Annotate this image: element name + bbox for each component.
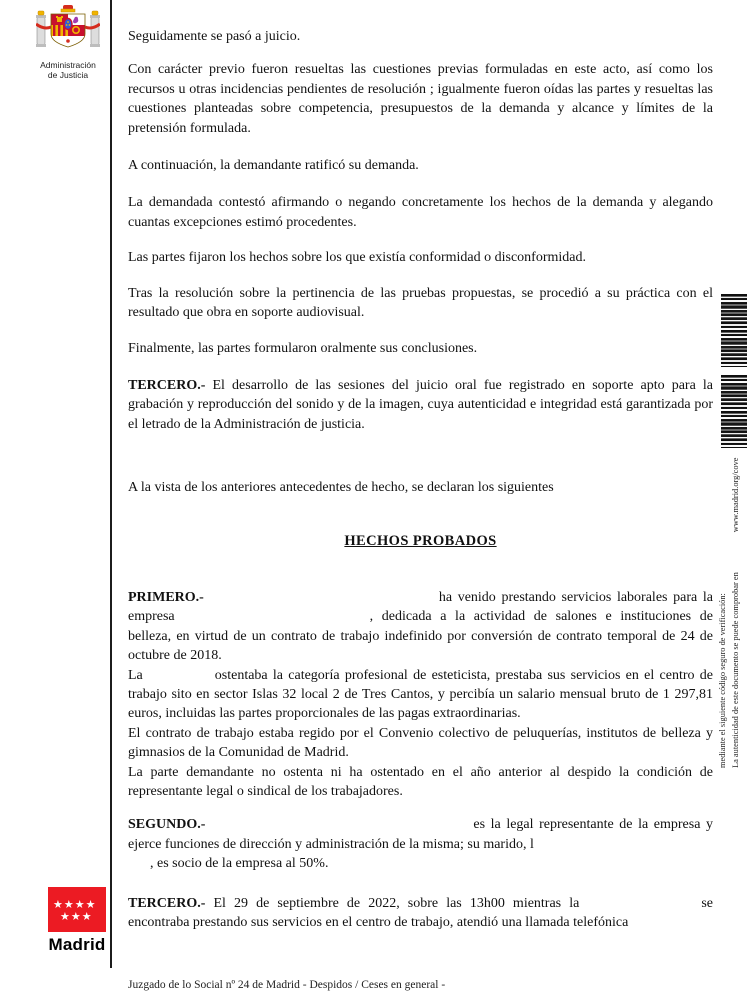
paragraph-text: El 29 de septiembre de 2022, sobre las 13h00 mientras la [205,895,580,911]
paragraph-text: El contrato de trabajo estaba regido por el Convenio colectivo de peluquerías, institutos de belleza y gimnasios de la Comunidad de Madrid. [128,725,713,761]
verification-line-outer [729,452,742,768]
madrid-flag-icon [48,887,106,932]
paragraph-text: A continuación, la demandante ratificó su demanda. [128,158,419,174]
paragraph-text: ha venido prestando servicios laborales para la empresa [128,589,713,625]
document-body [128,27,713,932]
paragraph-text: HECHOS PROBADOS [344,532,497,549]
footer-court-line: Juzgado de lo Social nº 24 de Madrid - Despidos / Ceses en general - [128,979,446,991]
madrid-region-logo [46,887,108,955]
org-label-line1: Administración [40,60,96,70]
paragraph [128,478,713,497]
redacted-gap [205,827,473,828]
barcode-icon [721,294,747,367]
paragraph-text: El desarrollo de las sesiones del juicio oral fue registrado en soporte apto para la grabación y reproducción del sonido y de la imagen, cuya autenticidad e integridad está garantizada por el letrado de la Administración de justicia. [128,377,713,432]
paragraph-lead-label: TERCERO.- [128,377,206,393]
verification-sidebar-text [716,452,744,768]
paragraph [128,27,713,46]
paragraph-text: Seguidamente se pasó a juicio. [128,29,301,44]
paragraph [128,193,713,232]
madrid-stars-row1: ★★★★ [53,898,97,911]
redacted-gap [579,906,701,907]
org-label [28,61,108,80]
redacted-gap [175,619,370,620]
paragraph [128,248,713,267]
paragraph-text: La demandada contestó afirmando o negando concretamente los hechos de la demanda y alegando cuantas excepciones estimó procedentes. [128,195,713,230]
paragraph-text: La parte demandante no ostenta ni ha ostentado en el año anterior al despido la condición de representante legal o sindical de los trabajadores. [128,764,713,799]
redacted-gap [128,866,150,867]
paragraph-text: es la legal representante de la empresa y ejerce funciones de dirección y administración de la misma; su marido, l [128,817,713,852]
paragraph-text: Las partes fijaron los hechos sobre los que existía conformidad o disconformidad. [128,250,586,266]
barcode-icon [721,375,747,448]
paragraph-text: A la vista de los anteriores antecedentes de hecho, se declaran los siguientes [128,480,554,496]
paragraph [128,284,713,323]
paragraph [128,666,713,724]
paragraph [128,815,713,873]
paragraph-text: Con carácter previo fueron resueltas las cuestiones previas formuladas en este acto, así como los recursos u otras incidencias pendientes de resolución ; igualmente fueron oídas las partes y resueltas las cuestiones planteadas sobre competencia, presupuestos de la demanda y alcance y límites de la pretensión formulada. [128,62,713,136]
paragraph [128,894,713,933]
paragraph-lead-label: TERCERO.- [128,895,206,911]
paragraph-text: Finalmente, las partes formularon oralmente sus conclusiones. [128,341,478,357]
org-label-line2: de Justicia [47,69,89,80]
redacted-gap [204,600,439,601]
paragraph-text: Tras la resolución sobre la pertinencia de las pruebas propuestas, se procedió a su práctica con el resultado que obra en soporte audiovisual. [128,285,713,321]
justice-administration-emblem [28,4,108,80]
paragraph-text: se encontraba prestando sus servicios en el centro de trabajo, atendió una llamada telefónica [128,895,713,930]
paragraph-lead-label: PRIMERO.- [128,589,204,605]
spain-coat-of-arms-icon [36,4,100,54]
paragraph [128,588,713,666]
section-heading [128,532,713,551]
madrid-wordmark: Madrid [48,935,106,954]
verification-sentence: La autenticidad de este documento se puede comprobar en [731,572,740,768]
paragraph [128,724,713,763]
paragraph-text: , dedicada a la actividad de salones e instituciones de belleza, en virtud de un contrato de trabajo indefinido por conversión de contrato temporal de 24 de octubre de 2018. [128,609,713,664]
paragraph [128,376,713,434]
paragraph [128,763,713,802]
paragraph-text: La [128,667,143,683]
paragraph [128,60,713,138]
paragraph [128,156,713,175]
paragraph-lead-label: SEGUNDO.- [128,817,206,833]
margin-divider-line [110,0,112,968]
verification-line-inner: mediante el siguiente código seguro de verificación: [718,593,727,768]
paragraph-text: , es socio de la empresa al 50%. [150,856,329,872]
madrid-stars-row2: ★★★ [60,910,93,923]
verification-url: www.madrid.org/cove [731,457,740,533]
paragraph-text: ostentaba la categoría profesional de esteticista, prestaba sus servicios en el centro de trabajo sito en sector Islas 32 local 2 de Tres Cantos, y percibía un salario mensual bruto de 1 297,81 euros, incluidas las partes proporcionales de las pagas extraordinarias. [128,667,713,722]
paragraph [128,339,713,358]
redacted-gap [143,678,215,679]
